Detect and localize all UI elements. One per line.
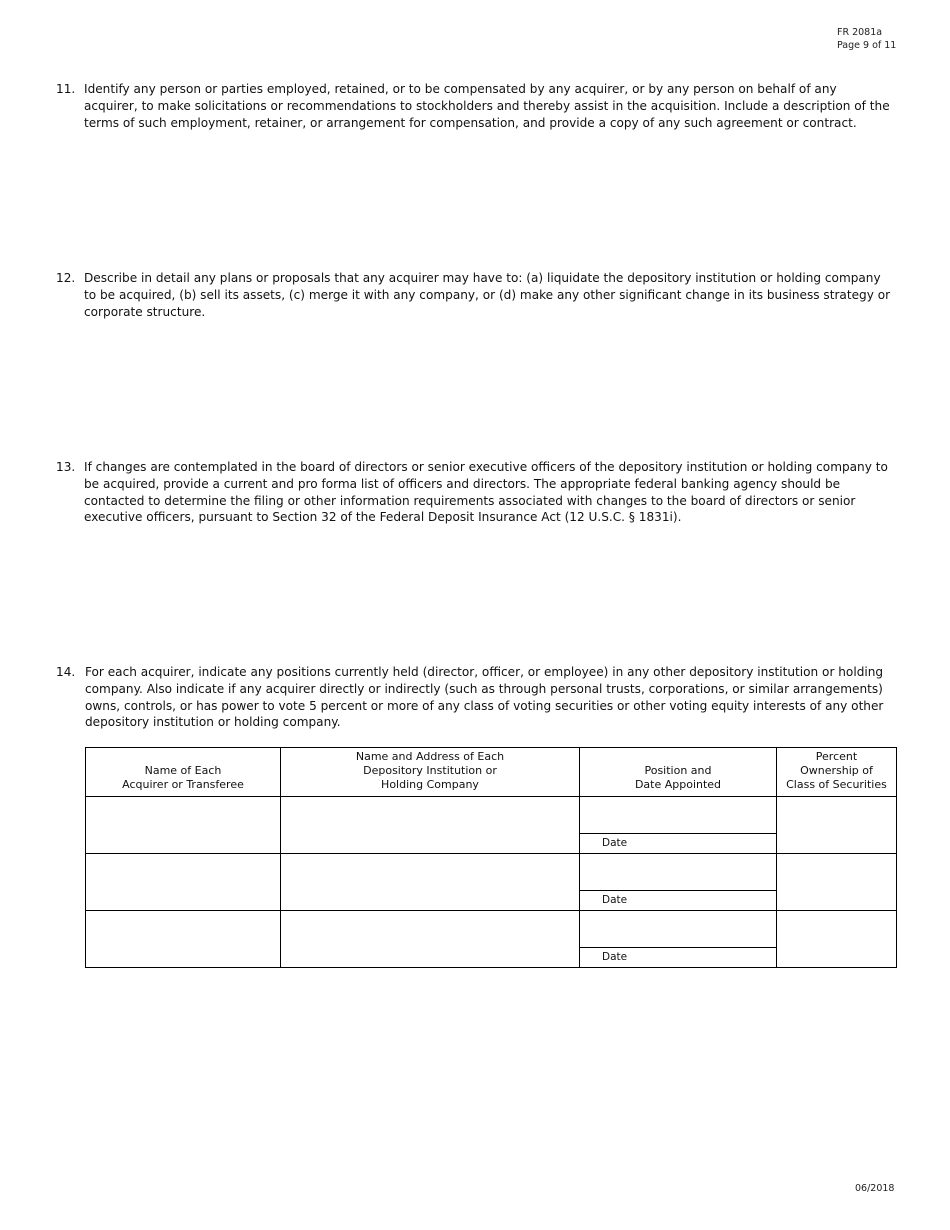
page-header [837, 26, 896, 52]
form-id: FR 2081a [837, 27, 883, 38]
question-12 [56, 270, 892, 320]
question-text: If changes are contemplated in the board of directors or senior executive officers of the depository institution or holding company to be acquired, provide a current and pro forma list of officers and directors. The appropriate federal banking agency should be contacted to determine the filing or other information requirements associated with changes to the board of directors or senior executive officers, pursuant to Section 32 of the Federal Deposit Insurance Act (12 U.S.C. § 1831i). [84, 460, 888, 525]
header-acquirer-name: Name of Each Acquirer or Transferee [86, 748, 281, 797]
question-14 [56, 664, 892, 731]
ownership-cell[interactable] [777, 854, 897, 911]
revision-date: 06/2018 [855, 1183, 895, 1194]
table-row [86, 911, 897, 968]
header-ownership: Percent Ownership of Class of Securities [777, 748, 897, 797]
position-field[interactable] [580, 797, 776, 834]
ownership-cell[interactable] [777, 797, 897, 854]
position-cell [580, 911, 777, 968]
header-institution: Name and Address of Each Depository Institution or Holding Company [281, 748, 580, 797]
question-number: 11. [56, 82, 76, 96]
table-row [86, 854, 897, 911]
question-text: For each acquirer, indicate any positions currently held (director, officer, or employee) in any other depository institution or holding company. Also indicate if any acquirer directly or indirectly (such as through personal trusts, corporations, or similar arrangements) owns, controls, or has power to vote 5 percent or more of any class of voting securities or other voting equity interests of any other depository institution or holding company. [85, 665, 884, 730]
ownership-cell[interactable] [777, 911, 897, 968]
question-number: 14. [56, 665, 76, 679]
positions-table [85, 747, 897, 968]
table-row [86, 797, 897, 854]
acquirer-name-cell[interactable] [86, 854, 281, 911]
position-cell [580, 797, 777, 854]
question-13 [56, 459, 892, 526]
question-number: 12. [56, 271, 76, 285]
question-text: Identify any person or parties employed, retained, or to be compensated by any acquirer, or by any person on behalf of any acquirer, to make solicitations or recommendations to stockholders and thereby assist in the acquisition. Include a description of the terms of such employment, retainer, or arrangement for compensation, and provide a copy of any such agreement or contract. [84, 82, 890, 130]
date-field-label[interactable]: Date [602, 894, 628, 906]
table-header-row [86, 748, 897, 797]
acquirer-name-cell[interactable] [86, 797, 281, 854]
question-number: 13. [56, 460, 76, 474]
date-field-label[interactable]: Date [602, 951, 628, 963]
institution-cell[interactable] [281, 797, 580, 854]
position-field[interactable] [580, 854, 776, 891]
institution-cell[interactable] [281, 854, 580, 911]
position-field[interactable] [580, 911, 776, 948]
question-text: Describe in detail any plans or proposals that any acquirer may have to: (a) liquidate the depository institution or holding company to be acquired, (b) sell its assets, (c) merge it with any company, or (d) make any other significant change in its business strategy or corporate structure. [84, 271, 891, 319]
page-number: Page 9 of 11 [837, 40, 897, 51]
header-position: Position and Date Appointed [580, 748, 777, 797]
date-field-label[interactable]: Date [602, 837, 628, 849]
question-11 [56, 81, 892, 131]
institution-cell[interactable] [281, 911, 580, 968]
acquirer-name-cell[interactable] [86, 911, 281, 968]
position-cell [580, 854, 777, 911]
